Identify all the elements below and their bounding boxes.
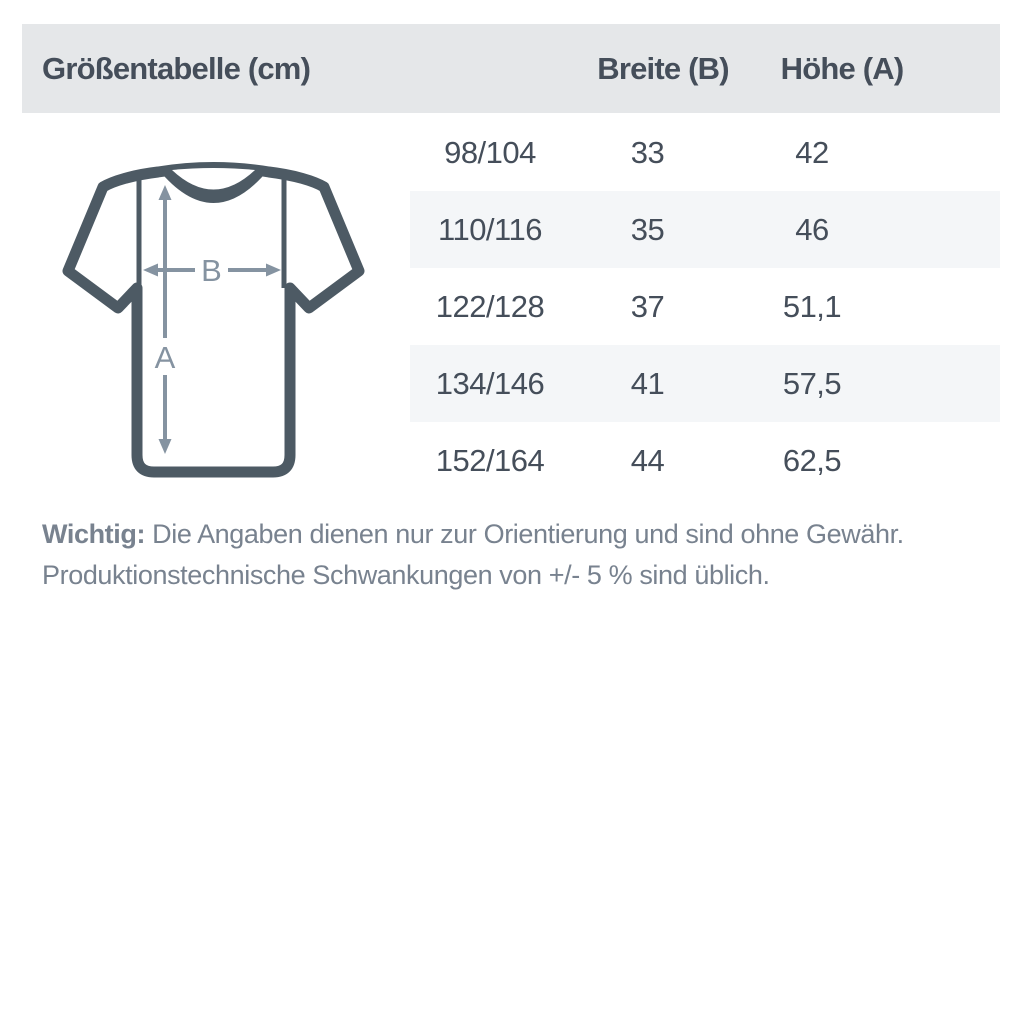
cell-width: 37 [630,289,665,324]
label-a: A [154,340,176,375]
page-title: Größentabelle (cm) [42,51,311,86]
cell-height: 57,5 [782,366,842,401]
note-line2: Produktionstechnische Schwankungen von +/- 5 % sind üblich. [42,560,770,590]
cell-height: 46 [795,212,829,247]
column-header-width: Breite (B) [597,51,729,86]
cell-size: 110/116 [438,212,542,247]
cell-height: 42 [795,135,829,170]
cell-height: 62,5 [782,443,842,478]
note-bold-prefix: Wichtig: [42,519,146,549]
tshirt-size-diagram-icon [55,155,373,490]
cell-width: 33 [630,135,665,170]
tshirt-outline [68,165,359,472]
column-header-height: Höhe (A) [780,51,904,86]
cell-width: 41 [630,366,665,401]
cell-size: 134/146 [435,366,545,401]
cell-height: 51,1 [782,289,842,324]
table-header-band [22,24,1000,113]
note-line1: Die Angaben dienen nur zur Orientierung und sind ohne Gewähr. [145,519,904,549]
label-b: B [201,253,222,288]
cell-width: 44 [630,443,665,478]
cell-size: 122/128 [435,289,545,324]
disclaimer-note [42,514,962,596]
cell-size: 152/164 [435,443,545,478]
cell-size: 98/104 [444,135,536,170]
cell-width: 35 [630,212,665,247]
